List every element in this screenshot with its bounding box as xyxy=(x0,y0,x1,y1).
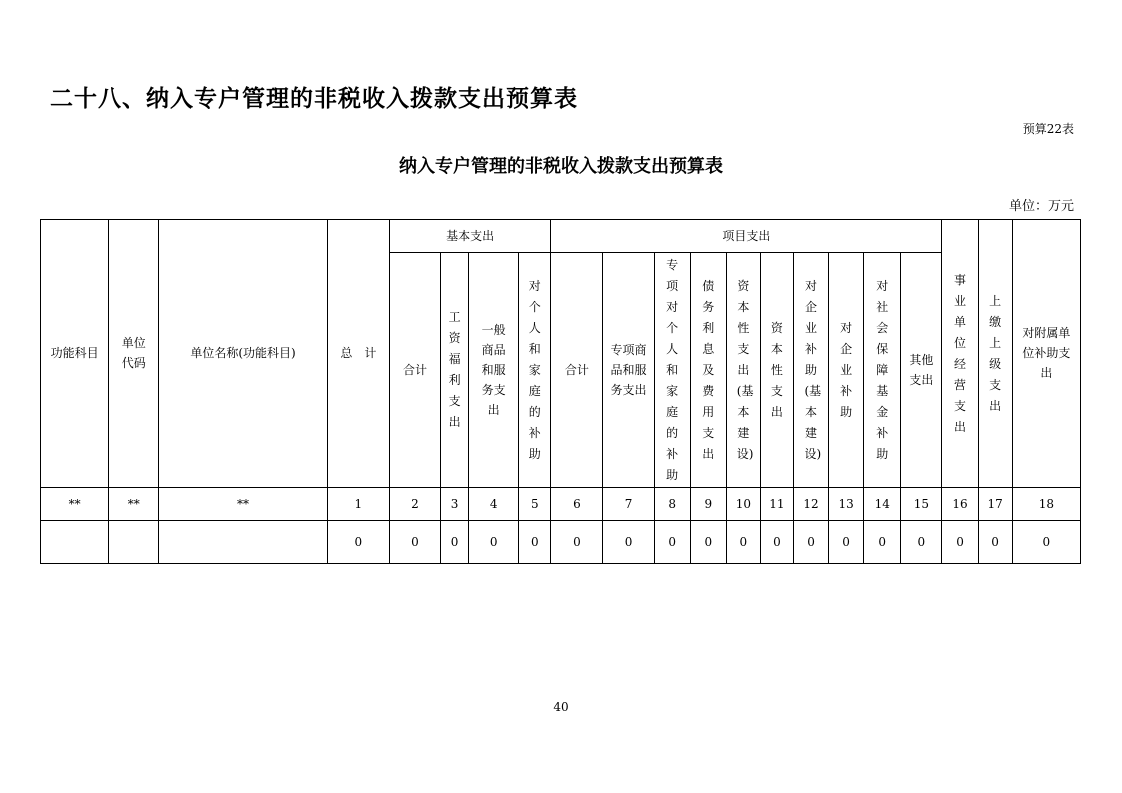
index-cell: 4 xyxy=(469,488,519,521)
index-cell: 14 xyxy=(864,488,901,521)
data-row xyxy=(41,521,1081,564)
index-cell: ** xyxy=(109,488,159,521)
header-project-social-security: 对社会保障基金补助 xyxy=(864,253,901,488)
index-cell: 17 xyxy=(978,488,1012,521)
header-project-enterprise-construction: 对企业补助(基本建设) xyxy=(793,253,828,488)
data-cell: 0 xyxy=(690,521,726,564)
index-cell: 2 xyxy=(389,488,440,521)
data-cell: 0 xyxy=(327,521,389,564)
header-func-subject: 功能科目 xyxy=(41,220,109,488)
header-unit-name: 单位名称(功能科目) xyxy=(159,220,327,488)
index-cell: 10 xyxy=(726,488,760,521)
data-cell: 0 xyxy=(519,521,551,564)
header-unit-code: 单位代码 xyxy=(109,220,159,488)
data-cell: 0 xyxy=(603,521,654,564)
data-cell: 0 xyxy=(793,521,828,564)
index-cell: 1 xyxy=(327,488,389,521)
index-cell: 16 xyxy=(942,488,978,521)
data-cell: 0 xyxy=(551,521,603,564)
section-title: 二十八、纳入专户管理的非税收入拨款支出预算表 xyxy=(50,86,578,112)
header-project-total: 合计 xyxy=(551,253,603,488)
index-row xyxy=(41,488,1081,521)
index-cell: 13 xyxy=(829,488,864,521)
table-number: 预算22表 xyxy=(1022,122,1074,136)
header-project-group: 项目支出 xyxy=(551,220,942,253)
header-project-enterprise: 对企业补助 xyxy=(829,253,864,488)
header-total: 总 计 xyxy=(327,220,389,488)
table-title: 纳入专户管理的非税收入拨款支出预算表 xyxy=(399,156,723,177)
header-basic-group: 基本支出 xyxy=(389,220,550,253)
header-project-capital: 资本性支出 xyxy=(760,253,793,488)
header-subsidiary: 对附属单位补助支出 xyxy=(1012,220,1080,488)
index-cell: 9 xyxy=(690,488,726,521)
data-cell: 0 xyxy=(389,521,440,564)
data-cell: 0 xyxy=(901,521,942,564)
header-project-goods: 专项商品和服务支出 xyxy=(603,253,654,488)
index-cell: 3 xyxy=(441,488,469,521)
data-cell: 0 xyxy=(726,521,760,564)
header-basic-salary: 工资福利支出 xyxy=(441,253,469,488)
header-basic-personal: 对个人和家庭的补助 xyxy=(519,253,551,488)
index-cell: 5 xyxy=(519,488,551,521)
index-cell: ** xyxy=(159,488,327,521)
data-cell: 0 xyxy=(441,521,469,564)
header-project-personal: 专项对个人和家庭的补助 xyxy=(654,253,690,488)
index-cell: 7 xyxy=(603,488,654,521)
data-cell: 0 xyxy=(978,521,1012,564)
index-cell: 12 xyxy=(793,488,828,521)
data-cell: 0 xyxy=(760,521,793,564)
header-basic-total: 合计 xyxy=(389,253,440,488)
header-project-debt: 债务利息及费用支出 xyxy=(690,253,726,488)
unit-label: 单位：万元 xyxy=(1008,199,1074,214)
header-upper: 上缴上级支出 xyxy=(978,220,1012,488)
data-cell: 0 xyxy=(942,521,978,564)
index-cell: 15 xyxy=(901,488,942,521)
data-cell: 0 xyxy=(654,521,690,564)
index-cell: 8 xyxy=(654,488,690,521)
index-cell: 6 xyxy=(551,488,603,521)
data-cell: 0 xyxy=(1012,521,1080,564)
header-business: 事业单位经营支出 xyxy=(942,220,978,488)
header-project-other: 其他支出 xyxy=(901,253,942,488)
index-cell: ** xyxy=(41,488,109,521)
data-cell: 0 xyxy=(469,521,519,564)
index-cell: 18 xyxy=(1012,488,1080,521)
data-cell xyxy=(159,521,327,564)
data-cell: 0 xyxy=(864,521,901,564)
header-basic-goods: 一般商品和服务支出 xyxy=(469,253,519,488)
header-project-capital-construction: 资本性支出(基本建设) xyxy=(726,253,760,488)
budget-table xyxy=(40,219,1081,564)
data-cell xyxy=(41,521,109,564)
page-number: 40 xyxy=(553,700,569,714)
index-cell: 11 xyxy=(760,488,793,521)
data-cell xyxy=(109,521,159,564)
data-cell: 0 xyxy=(829,521,864,564)
